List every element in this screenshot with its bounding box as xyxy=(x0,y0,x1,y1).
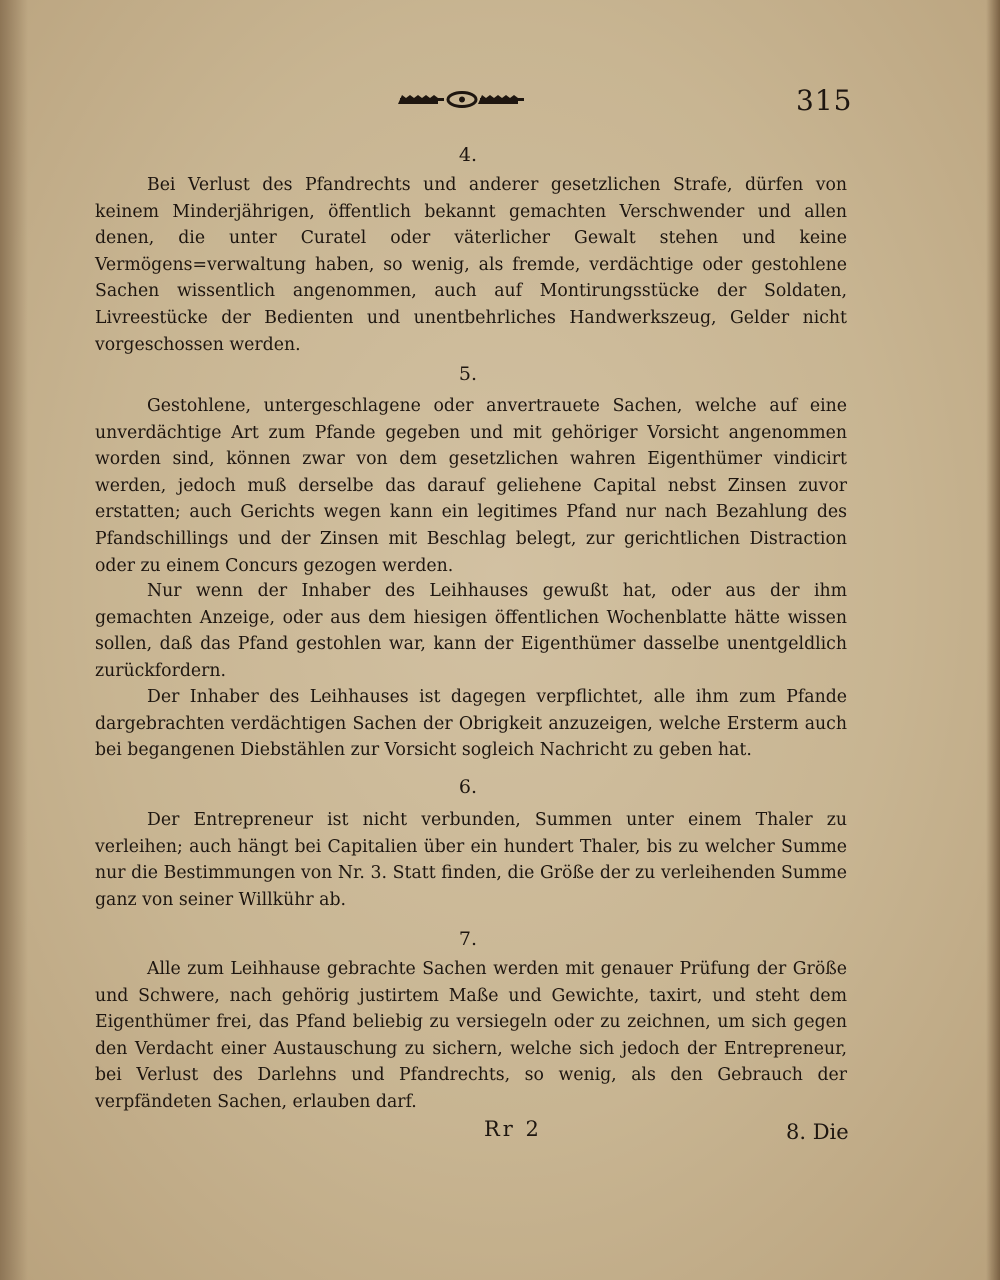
section-number-5: 5. xyxy=(458,363,478,385)
signature-mark: Rr 2 xyxy=(484,1117,542,1141)
section-number-7: 7. xyxy=(458,928,478,950)
section-5-paragraph-3: Der Inhaber des Leihhauses ist dagegen verpflichtet, alle ihm zum Pfande dargebrachten verdächtigen Sachen der Obrigkeit anzuzeigen, welche Ersterm auch bei begangenen Diebstählen zur Vorsicht sogleich Nachricht zu geben hat. xyxy=(95,687,847,761)
section-number-4: 4. xyxy=(458,144,478,166)
page-number: 315 xyxy=(796,84,853,117)
header-ornament xyxy=(398,90,526,108)
section-number-6: 6. xyxy=(458,776,478,798)
section-6-paragraph: Der Entrepreneur ist nicht verbunden, Summen unter einem Thaler zu verleihen; auch hängt bei Capitalien über ein hundert Thaler, bis zu welcher Summe nur die Bestimmungen von Nr. 3. Statt finden, die Größe der zu verleihenden Summe ganz von seiner Willkühr ab. xyxy=(95,810,847,910)
section-4-paragraph: Bei Verlust des Pfandrechts und anderer gesetzlichen Strafe, dürfen von keinem Minderjährigen, öffentlich bekannt gemachten Verschwender und allen denen, die unter Curatel oder väterlicher Gewalt stehen und keine Vermögens=verwaltung haben, so wenig, als fremde, verdächtige oder gestohlene Sachen wissentlich angenommen, auch auf Montirungsstücke der Soldaten, Livreestücke der Bedienten und unentbehrliches Handwerkszeug, Gelder nicht vorgeschossen werden. xyxy=(95,175,847,355)
catchword: 8. Die xyxy=(786,1120,849,1144)
section-7-paragraph: Alle zum Leihhause gebrachte Sachen werden mit genauer Prüfung der Größe und Schwere, nach gehörig justirtem Maße und Gewichte, taxirt, und steht dem Eigenthümer frei, das Pfand beliebig zu versiegeln oder zu zeichnen, um sich gegen den Verdacht einer Austauschung zu sichern, welche sich jedoch der Entrepreneur, bei Verlust des Darlehns und Pfandrechts, so wenig, als den Gebrauch der verpfändeten Sachen, erlauben darf. xyxy=(95,959,847,1112)
section-5-paragraph-2: Nur wenn der Inhaber des Leihhauses gewußt hat, oder aus der ihm gemachten Anzeige, oder aus dem hiesigen öffentlichen Wochenblatte hätte wissen sollen, daß das Pfand gestohlen war, kann der Eigenthümer dasselbe unentgeldlich zurückfordern. xyxy=(95,581,847,681)
section-5-paragraph-1: Gestohlene, untergeschlagene oder anvertrauete Sachen, welche auf eine unverdächtige Art zum Pfande gegeben und mit gehöriger Vorsicht angenommen worden sind, können zwar von dem gesetzlichen wahren Eigenthümer vindicirt werden, jedoch muß derselbe das darauf geliehene Capital nebst Zinsen zuvor erstatten; auch Gerichts wegen kann ein legitimes Pfand nur nach Bezahlung des Pfandschillings und der Zinsen mit Beschlag belegt, zur gerichtlichen Distraction oder zu einem Concurs gezogen werden. xyxy=(95,396,847,576)
